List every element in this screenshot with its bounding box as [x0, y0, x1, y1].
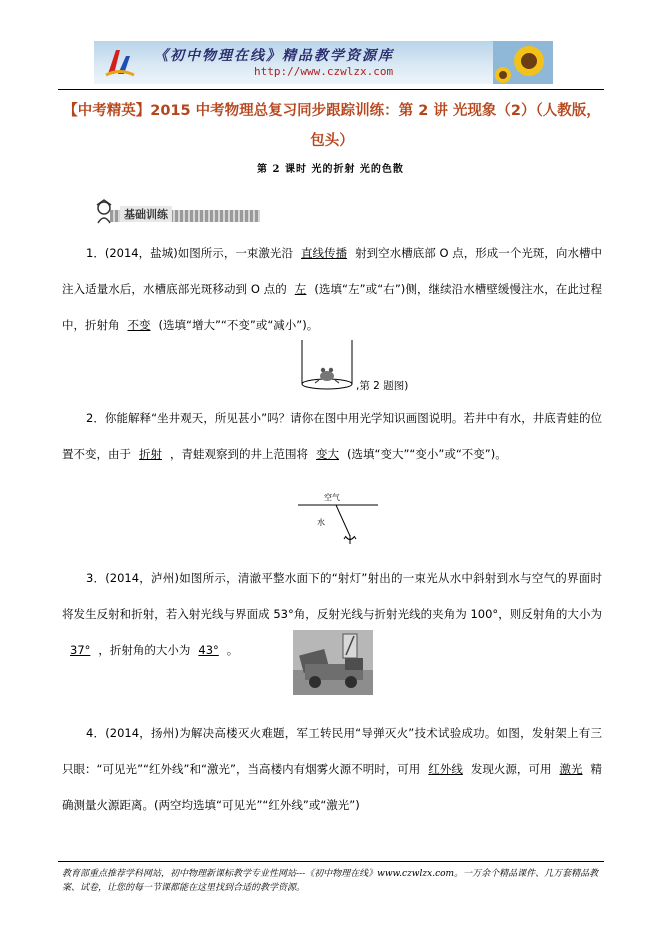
footer-rule: [58, 861, 604, 862]
header-banner: [94, 41, 553, 84]
answer-2b: 变大: [316, 447, 339, 461]
question-3: 3．(2014，泸州)如图所示，清澈平整水面下的“射灯”射出的一束光从水中斜射到水与空气的界面时将发生反射和折射，若入射光线与界面成 53°角，反射光线与折射光线的夹角为 100°，则反射角的大小为37° ，折射角的大小为 43° 。: [62, 571, 602, 657]
water-label: 水: [317, 518, 325, 527]
answer-2a: 折射: [139, 447, 162, 461]
answer-4b: 激光: [559, 762, 583, 776]
answer-3b: 43°: [198, 643, 219, 657]
section-badge: [92, 199, 262, 225]
answer-1c: 不变: [127, 318, 151, 332]
header-rule: [58, 89, 604, 90]
well-figure: [298, 338, 358, 392]
section-label: 基础训练: [120, 206, 172, 222]
lesson-subtitle: 第 2 课时 光的折射 光的色散: [257, 164, 404, 175]
site-logo-icon: [102, 44, 138, 80]
question-1: 1．(2014，盐城)如图所示，一束激光沿 直线传播 射到空水槽底部 O 点，形成一个光斑，向水槽中注入适量水后，水槽底部光斑移动到 O 点的 左 (选填“左”或“右”)侧，继续沿水槽壁缓慢注水，在此过程中，折射角 不变 (选填“增大”“不变”或“减小”)。: [62, 246, 603, 332]
question-4: 4．(2014，扬州)为解决高楼灭火难题，军工转民用“导弹灭火”技术试验成功。如图，发射架上有三只眼：“可见光”“红外线”和“激光”，当高楼内有烟雾火源不明时，可用 红外线 发现火源，可用 激光 精确测量火源距离。(两空均选填“可见光”“红外线”或“激光”): [62, 726, 603, 812]
footer-text: 教育部重点推荐学科网站，初中物理新课标教学专业性网站---《初中物理在线》www.czwlzx.com。一万余个精品课件、几万套精品教案、试卷，让您的每一节课都能在这里找到合适的教学资源。: [62, 869, 599, 893]
answer-1b: 左: [294, 282, 307, 296]
answer-1a: 直线传播: [301, 246, 348, 260]
answer-3a: 37°: [70, 643, 91, 657]
air-label: 空气: [324, 493, 340, 502]
spotlight-icon: [344, 535, 356, 544]
document-title: 【中考精英】2015 中考物理总复习同步跟踪训练：第 2 讲 光现象（2）（人教版，包头）: [63, 103, 601, 149]
question-2: 2．你能解释“坐井观天，所见甚小”吗？请你在图中用光学知识画图说明。若井中有水，井底青蛙的位置不变，由于 折射 ，青蛙观察到的井上范围将 变大 (选填“变大”“变小”或“不变”)。: [62, 411, 602, 461]
launcher-vehicle-photo: [293, 630, 373, 695]
banner-url[interactable]: http://www.czwlzx.com: [254, 65, 394, 78]
frog-icon: [315, 368, 339, 383]
sunflower-icon: [493, 41, 553, 84]
answer-4a: 红外线: [428, 762, 463, 776]
banner-title: 《初中物理在线》精品教学资源库: [154, 48, 394, 64]
figure-2-caption: ,第 2 题图): [356, 380, 409, 392]
